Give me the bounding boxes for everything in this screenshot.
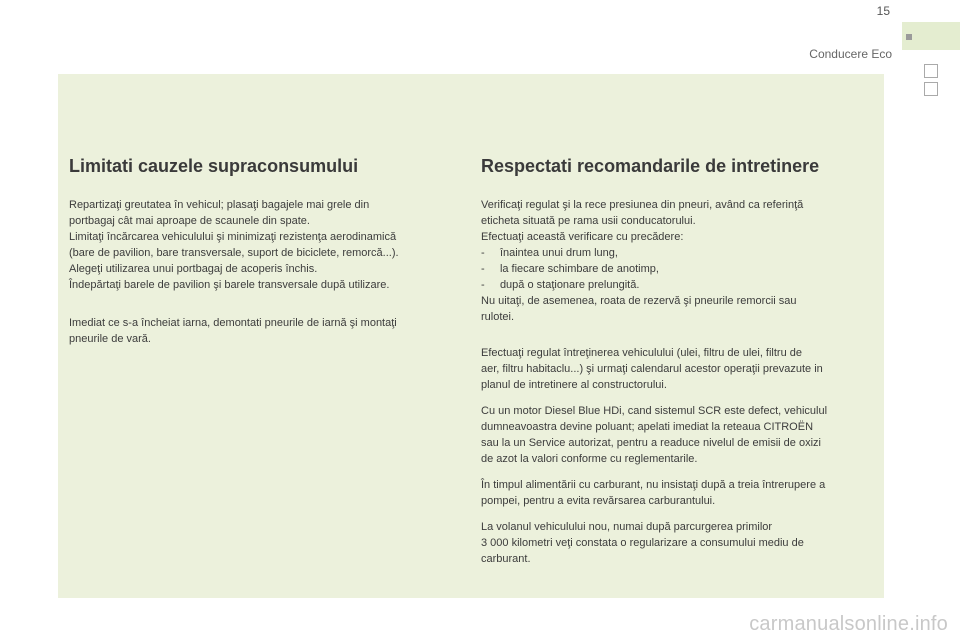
- text-line: Nu uitaţi, de asemenea, roata de rezervă şi pneurile remorcii sau: [481, 295, 797, 307]
- left-column: [69, 156, 454, 363]
- text-line: de azot la valori conforme cu reglementarile.: [481, 453, 698, 465]
- content-panel: [58, 74, 884, 598]
- list-item: - la fiecare schimbare de anotimp,: [481, 263, 659, 275]
- right-paragraph-1: [481, 197, 876, 325]
- left-paragraph-2: [69, 315, 454, 347]
- section-tab-3[interactable]: [924, 82, 938, 96]
- text-line: planul de intretinere al constructorului.: [481, 379, 667, 391]
- text-line: Efectuaţi regulat întreţinerea vehiculului (ulei, filtru de ulei, filtru de: [481, 347, 803, 359]
- text-line: sau la un Service autorizat, pentru a readuce nivelul de emisii de oxizi: [481, 437, 821, 449]
- text-line: Efectuaţi această verificare cu precădere:: [481, 231, 684, 243]
- text-line: Alegeţi utilizarea unui portbagaj de acoperis închis.: [69, 263, 318, 275]
- text-line: eticheta situată pe rama usii conducatorului.: [481, 215, 696, 227]
- left-paragraph-1: [69, 197, 454, 293]
- text-line: carburant.: [481, 553, 531, 565]
- text-line: rulotei.: [481, 311, 515, 323]
- right-paragraph-3: [481, 403, 876, 467]
- section-tab-2[interactable]: [924, 64, 938, 78]
- list-item: - înaintea unui drum lung,: [481, 247, 618, 259]
- section-tab-active[interactable]: [902, 22, 960, 50]
- tab-marker-icon: [906, 34, 912, 40]
- text-line: Imediat ce s-a încheiat iarna, demontati pneurile de iarnă şi montaţi: [69, 317, 397, 329]
- watermark-link[interactable]: carmanualsonline.info: [749, 613, 948, 635]
- right-paragraph-5: [481, 519, 876, 567]
- text-line: (bare de pavilion, bare transversale, suport de biciclete, remorcă...).: [69, 247, 399, 259]
- text-line: pompei, pentru a evita revărsarea carburantului.: [481, 495, 716, 507]
- section-title: Conducere Eco: [809, 47, 892, 61]
- right-column: [481, 156, 876, 577]
- right-paragraph-4: [481, 477, 876, 509]
- list-item: - după o staţionare prelungită.: [481, 279, 640, 291]
- text-line: Limitaţi încărcarea vehiculului şi minimizaţi rezistenţa aerodinamică: [69, 231, 397, 243]
- text-line: dumneavoastra devine poluant; apelati imediat la reteaua CITROËN: [481, 421, 814, 433]
- text-line: Cu un motor Diesel Blue HDi, cand sistemul SCR este defect, vehiculul: [481, 405, 828, 417]
- text-line: Verificaţi regulat şi la rece presiunea din pneuri, având ca referinţă: [481, 199, 804, 211]
- right-paragraph-2: [481, 345, 876, 393]
- text-line: aer, filtru habitaclu...) şi urmaţi calendarul acestor operaţii prevazute in: [481, 363, 823, 375]
- right-heading: Respectati recomandarile de intretinere: [481, 156, 820, 176]
- text-line: În timpul alimentării cu carburant, nu insistaţi după a treia întrerupere a: [481, 479, 826, 491]
- text-line: 3 000 kilometri veţi constata o regularizare a consumului mediu de: [481, 537, 804, 549]
- text-line: pneurile de vară.: [69, 333, 151, 345]
- text-line: Repartizaţi greutatea în vehicul; plasaţi bagajele mai grele din: [69, 199, 370, 211]
- left-heading: Limitati cauzele supraconsumului: [69, 156, 359, 176]
- text-line: portbagaj cât mai aproape de scaunele din spate.: [69, 215, 310, 227]
- text-line: La volanul vehiculului nou, numai după parcurgerea primilor: [481, 521, 773, 533]
- text-line: Îndepărtaţi barele de pavilion şi barele transversale după utilizare.: [69, 279, 390, 291]
- page-number: 15: [876, 4, 890, 18]
